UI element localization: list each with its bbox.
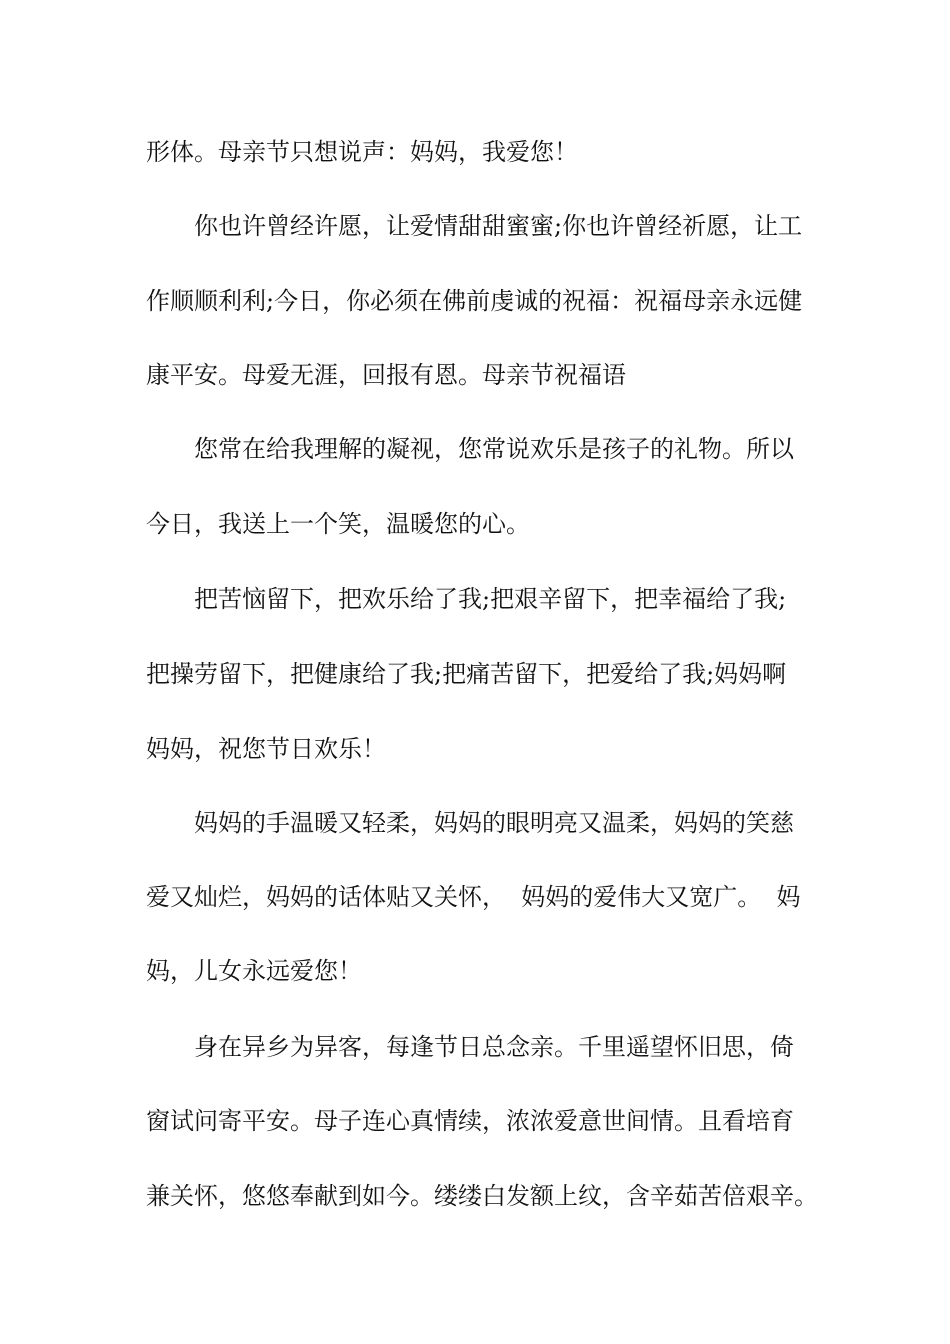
- text-line: 你也许曾经许愿，让爱情甜甜蜜蜜;你也许曾经祈愿，让工: [194, 212, 803, 240]
- text-line: 妈妈，祝您节日欢乐！: [146, 735, 386, 763]
- text-line: 把苦恼留下，把欢乐给了我;把艰辛留下，把幸福给了我;: [194, 585, 787, 613]
- text-line: 康平安。母爱无涯，回报有恩。母亲节祝福语: [146, 361, 626, 389]
- text-line: 妈，儿女永远爱您！: [146, 957, 362, 985]
- text-line: 作顺顺利利;今日，你必须在佛前虔诚的祝福：祝福母亲永远健: [146, 287, 803, 315]
- text-line: 形体。母亲节只想说声：妈妈，我爱您！: [146, 138, 578, 166]
- text-line: 窗试问寄平安。母子连心真情续，浓浓爱意世间情。且看培育: [146, 1107, 794, 1135]
- text-line: 爱又灿烂，妈妈的话体贴又关怀， 妈妈的爱伟大又宽广。 妈: [146, 883, 801, 911]
- text-line: 身在异乡为异客，每逢节日总念亲。千里遥望怀旧思，倚: [194, 1033, 794, 1061]
- text-line: 今日，我送上一个笑，温暖您的心。: [146, 510, 530, 538]
- text-line: 兼关怀，悠悠奉献到如今。缕缕白发额上纹，含辛茹苦倍艰辛。: [146, 1182, 818, 1210]
- text-line: 妈妈的手温暖又轻柔，妈妈的眼明亮又温柔，妈妈的笑慈: [194, 809, 794, 837]
- text-line: 把操劳留下，把健康给了我;把痛苦留下，把爱给了我;妈妈啊: [146, 660, 787, 688]
- text-line: 您常在给我理解的凝视，您常说欢乐是孩子的礼物。所以: [194, 435, 794, 463]
